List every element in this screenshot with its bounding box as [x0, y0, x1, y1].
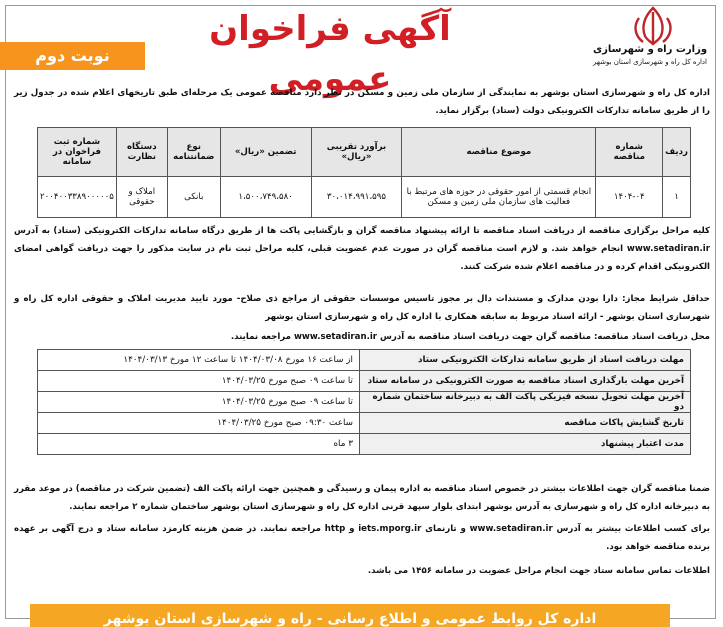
cell-supervisor: املاک و حقوقی	[116, 177, 167, 218]
schedule-table	[37, 349, 691, 455]
col-subject: موضوع مناقصه	[402, 128, 596, 177]
col-estimate: برآورد تقریبی «ریال»	[311, 128, 402, 177]
col-guarantee: تضمین «ریال»	[220, 128, 311, 177]
col-registration-number: شماره ثبت فراخوان در سامانه	[38, 128, 117, 177]
header	[0, 0, 723, 99]
col-guarantee-type: نوع ضمانتنامه	[167, 128, 220, 177]
schedule-value: از ساعت ۱۶ مورخ ۱۴۰۴/۰۳/۰۸ تا ساعت ۱۲ مورخ ۱۴۰۴/۰۳/۱۳	[38, 350, 360, 371]
tender-table-header-row	[38, 128, 691, 177]
schedule-value: تا ساعت ۰۹ صبح مورخ ۱۴۰۴/۰۳/۲۵	[38, 392, 360, 413]
cell-tender-number: ۱۴۰۴-۰۴	[596, 177, 663, 218]
procedure-paragraph: کلیه مراحل برگزاری مناقصه از دریافت اسناد مناقصه تا ارائه پیشنهاد مناقصه گران و بازگشایی پاکت ها از طریق درگاه سامانه تدارکات الکترونیکی (ستاد) به آدرس www.setadiran.ir انجام خواهد شد. و لازم است مناقصه گران در صورت عدم عضویت قبلی، کلیه مراحل ثبت نام در سایت مذکور را جهت دریافت گواهی امضای الکترونیکی اقدام کرده و در مناقصه اعلام شده شرکت کنند.	[14, 226, 710, 272]
round-badge: نوبت دوم	[0, 42, 145, 70]
table-row	[38, 434, 691, 455]
cell-row-number: ۱	[663, 177, 691, 218]
org-subtitle: اداره کل راه و شهرسازی استان بوشهر	[593, 58, 707, 66]
cell-subject: انجام قسمتی از امور حقوقی در حوزه های مرتبط با فعالیت های سازمان ملی زمین و مسکن	[402, 177, 596, 218]
footer-banner-text: اداره کل روابط عمومی و اطلاع رسانی - راه و شهرسازی استان بوشهر	[103, 611, 597, 627]
cell-registration-number: ۲۰۰۴۰۰۳۳۸۹۰۰۰۰۰۵	[38, 177, 117, 218]
schedule-value: ۳ ماه	[38, 434, 360, 455]
ministry-emblem-icon	[623, 4, 683, 48]
schedule-label: تاریخ گشایش پاکات مناقصه	[360, 413, 691, 434]
schedule-label: مدت اعتبار پیشنهاد	[360, 434, 691, 455]
col-supervisor: دستگاه نظارت	[116, 128, 167, 177]
documents-location-paragraph: محل دریافت اسناد مناقصه: مناقصه گران جهت دریافت اسناد مناقصه به آدرس www.setadiran.ir مراجعه نمایند.	[230, 332, 710, 342]
table-row	[38, 413, 691, 434]
more-info-paragraph: برای کسب اطلاعات بیشتر به آدرس www.setadiran.ir و تارنمای iets.mporg.ir و http مراجعه نمایند. در ضمن هزینه کارمزد سامانه ستاد و درج آگهی بر عهده برنده مناقصه خواهد بود.	[14, 524, 710, 552]
page-title: آگهی فراخوان عمومی	[209, 9, 451, 99]
submission-paragraph: ضمنا مناقصه گران جهت اطلاعات بیشتر در خصوص اسناد مناقصه به اداره پیمان و رسیدگی و همچنین جهت ارائه پاکت الف (تضمین شرکت در مناقصه) در موعد مقرر به دبیرخانه اداره کل راه و شهرسازی به آدرس بوشهر ابتدای بلوار سپهد قرنی اداره کل راه و شهرسازی استان بوشهر ساختمان شماره ۲ مراجعه نمایند.	[14, 484, 710, 512]
footer-banner	[30, 604, 670, 627]
schedule-label: مهلت دریافت اسناد از طریق سامانه تدارکات الکترونیکی ستاد	[360, 350, 691, 371]
schedule-value: ساعت ۰۹:۳۰ صبح مورخ ۱۴۰۴/۰۳/۲۵	[38, 413, 360, 434]
cell-estimate: ۳۰،۰۱۴،۹۹۱،۵۹۵	[311, 177, 402, 218]
cell-guarantee: ۱،۵۰۰،۷۴۹،۵۸۰	[220, 177, 311, 218]
table-row	[38, 350, 691, 371]
qualification-paragraph: حداقل شرایط مجاز: دارا بودن مدارک و مستندات دال بر مجوز تاسیس موسسات حقوقی از مراجع ذی صلاح- مورد تایید مدیریت املاک و حقوقی اداره کل راه و شهرسازی استان بوشهر - ارائه اسناد مربوط به سابقه همکاری با اداره کل راه و شهرسازی استان بوشهر	[14, 294, 710, 322]
table-row	[38, 371, 691, 392]
table-row	[38, 392, 691, 413]
cell-guarantee-type: بانکی	[167, 177, 220, 218]
tender-table	[37, 127, 691, 218]
org-name: وزارت راه و شهرسازی	[592, 44, 708, 55]
col-tender-number: شماره مناقصه	[596, 128, 663, 177]
table-row	[38, 177, 691, 218]
schedule-value: تا ساعت ۰۹ صبح مورخ ۱۴۰۴/۰۳/۲۵	[38, 371, 360, 392]
contact-paragraph: اطلاعات تماس سامانه ستاد جهت انجام مراحل عضویت در سامانه ۱۴۵۶ می باشد.	[367, 566, 710, 576]
schedule-label: آخرین مهلت تحویل نسخه فیزیکی پاکت الف به دبیرخانه ساختمان شماره دو	[360, 392, 691, 413]
organization-name	[585, 44, 715, 68]
schedule-label: آخرین مهلت بارگذاری اسناد مناقصه به صورت الکترونیکی در سامانه ستاد	[360, 371, 691, 392]
col-row-number: ردیف	[663, 128, 691, 177]
intro-paragraph: اداره کل راه و شهرسازی استان بوشهر به نمایندگی از سازمان ملی زمین و مسکن در نظر دارد مناقصه عمومی یک مرحله‌ای طبق تاریخهای اعلام شده در جدول زیر را از طریق سامانه تدارکات الکترونیکی دولت (ستاد) برگزار نماید.	[14, 88, 710, 116]
